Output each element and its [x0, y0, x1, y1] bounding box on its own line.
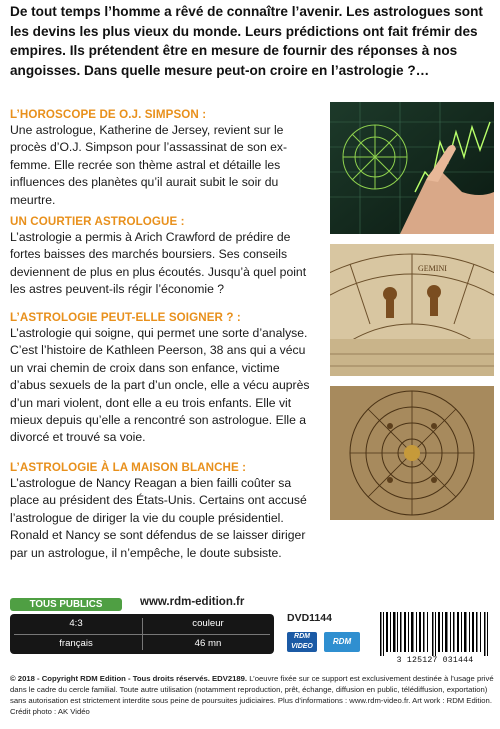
spec-duration: 46 mn	[194, 638, 222, 649]
zodiac-chart-illustration	[330, 244, 494, 376]
photo-astral-disc	[330, 386, 494, 520]
section-body: L’astrologue de Nancy Reagan a bien failli coûter sa place au président des États-Unis. Certains ont accusé l’astrologue de diriger la vie du couple présidentiel. Ronald et Nancy se sont défendus de se laisser diriger par un astrologue, il n’empêche, le doute subsiste.	[10, 476, 307, 560]
tech-specs-table	[10, 614, 274, 654]
spec-language: français	[59, 638, 93, 649]
section-body: Une astrologue, Katherine de Jersey, revient sur le procès d’O.J. Simpson pour l’assassinat de son ex-femme. Elle recrée son thème astral et détaille les influences des planètes qu’il aurait subit le soir du meurtre.	[10, 123, 288, 207]
dvd-code: DVD1144	[287, 612, 332, 624]
legal-notice	[10, 674, 494, 718]
section-title: UN COURTIER ASTROLOGUE :	[10, 215, 185, 228]
audience-badge: TOUS PUBLICS	[10, 598, 122, 611]
trading-screen-illustration	[330, 102, 494, 234]
spec-color: couleur	[192, 618, 224, 629]
astral-disc-illustration	[330, 386, 494, 520]
section-title: L’ASTROLOGIE PEUT-ELLE SOIGNER ? :	[10, 311, 241, 324]
section-maison-blanche	[10, 460, 310, 562]
section-body: L’astrologie qui soigne, qui permet une sorte d’analyse. C’est l’histoire de Kathleen Peerson, 38 ans qui a vécu un vrai chemin de croix dans son enfance, victime d’abus sexuels de la part d’un oncle, elle a vécu auprès d’un mari violent, dont elle a eu trois enfants. Elle vit mieux depuis qu’elle a rencontré son astrologue. Elle a divorcé et trouvé sa voie.	[10, 326, 310, 445]
section-oj-simpson	[10, 107, 310, 209]
section-courtier	[10, 214, 310, 299]
photo-zodiac-chart	[330, 244, 494, 376]
section-title: L’ASTROLOGIE À LA MAISON BLANCHE :	[10, 461, 247, 474]
rdm-logo: RDM	[324, 632, 360, 652]
rdm-video-logo: RDM VIDEO	[287, 632, 317, 652]
barcode-icon	[376, 610, 494, 656]
section-title: L’HOROSCOPE DE O.J. SIMPSON :	[10, 108, 207, 121]
section-body: L’astrologie a permis à Arich Crawford de prédire de fortes baisses des marchés boursiers. Ses conseils deviennent de plus en plus écoutés. Jusqu’à quel point les astres peuvent-ils régir l’économie ?	[10, 230, 307, 297]
website-link[interactable]: www.rdm-edition.fr	[140, 596, 245, 608]
barcode-digits: 3 125127 031444	[396, 656, 474, 665]
legal-text: L’oeuvre fixée sur ce support est exclusivement destinée à l’usage privé dans le cadre du cercle familial. Toute autre utilisation (notamment reproduction, prêt, échange, diffusion en public, télédiffusion, exportation) sans autorisation est strictement interdite sous peine de poursuites judiciaires. Plus d’informations : www.rdm-video.fr. Art work : RDM Edition. Crédit photo : AK Vidéo	[10, 674, 494, 716]
intro-paragraph: De tout temps l’homme a rêvé de connaître l’avenir. Les astrologues sont les devins les plus vieux du monde. Leurs prédictions ont fait frémir des empires. Ils prétendent être en mesure de fournir des réponses à nos angoisses. Dans quelle mesure peut-on croire en l’astrologie ?…	[10, 4, 483, 78]
section-soigner	[10, 310, 310, 447]
photo-trading-screen	[330, 102, 494, 234]
zodiac-label: GEMINI	[418, 264, 447, 273]
spec-ratio: 4:3	[69, 618, 83, 629]
copyright-text: © 2018 - Copyright RDM Edition - Tous droits réservés. EDV2189.	[10, 674, 248, 683]
